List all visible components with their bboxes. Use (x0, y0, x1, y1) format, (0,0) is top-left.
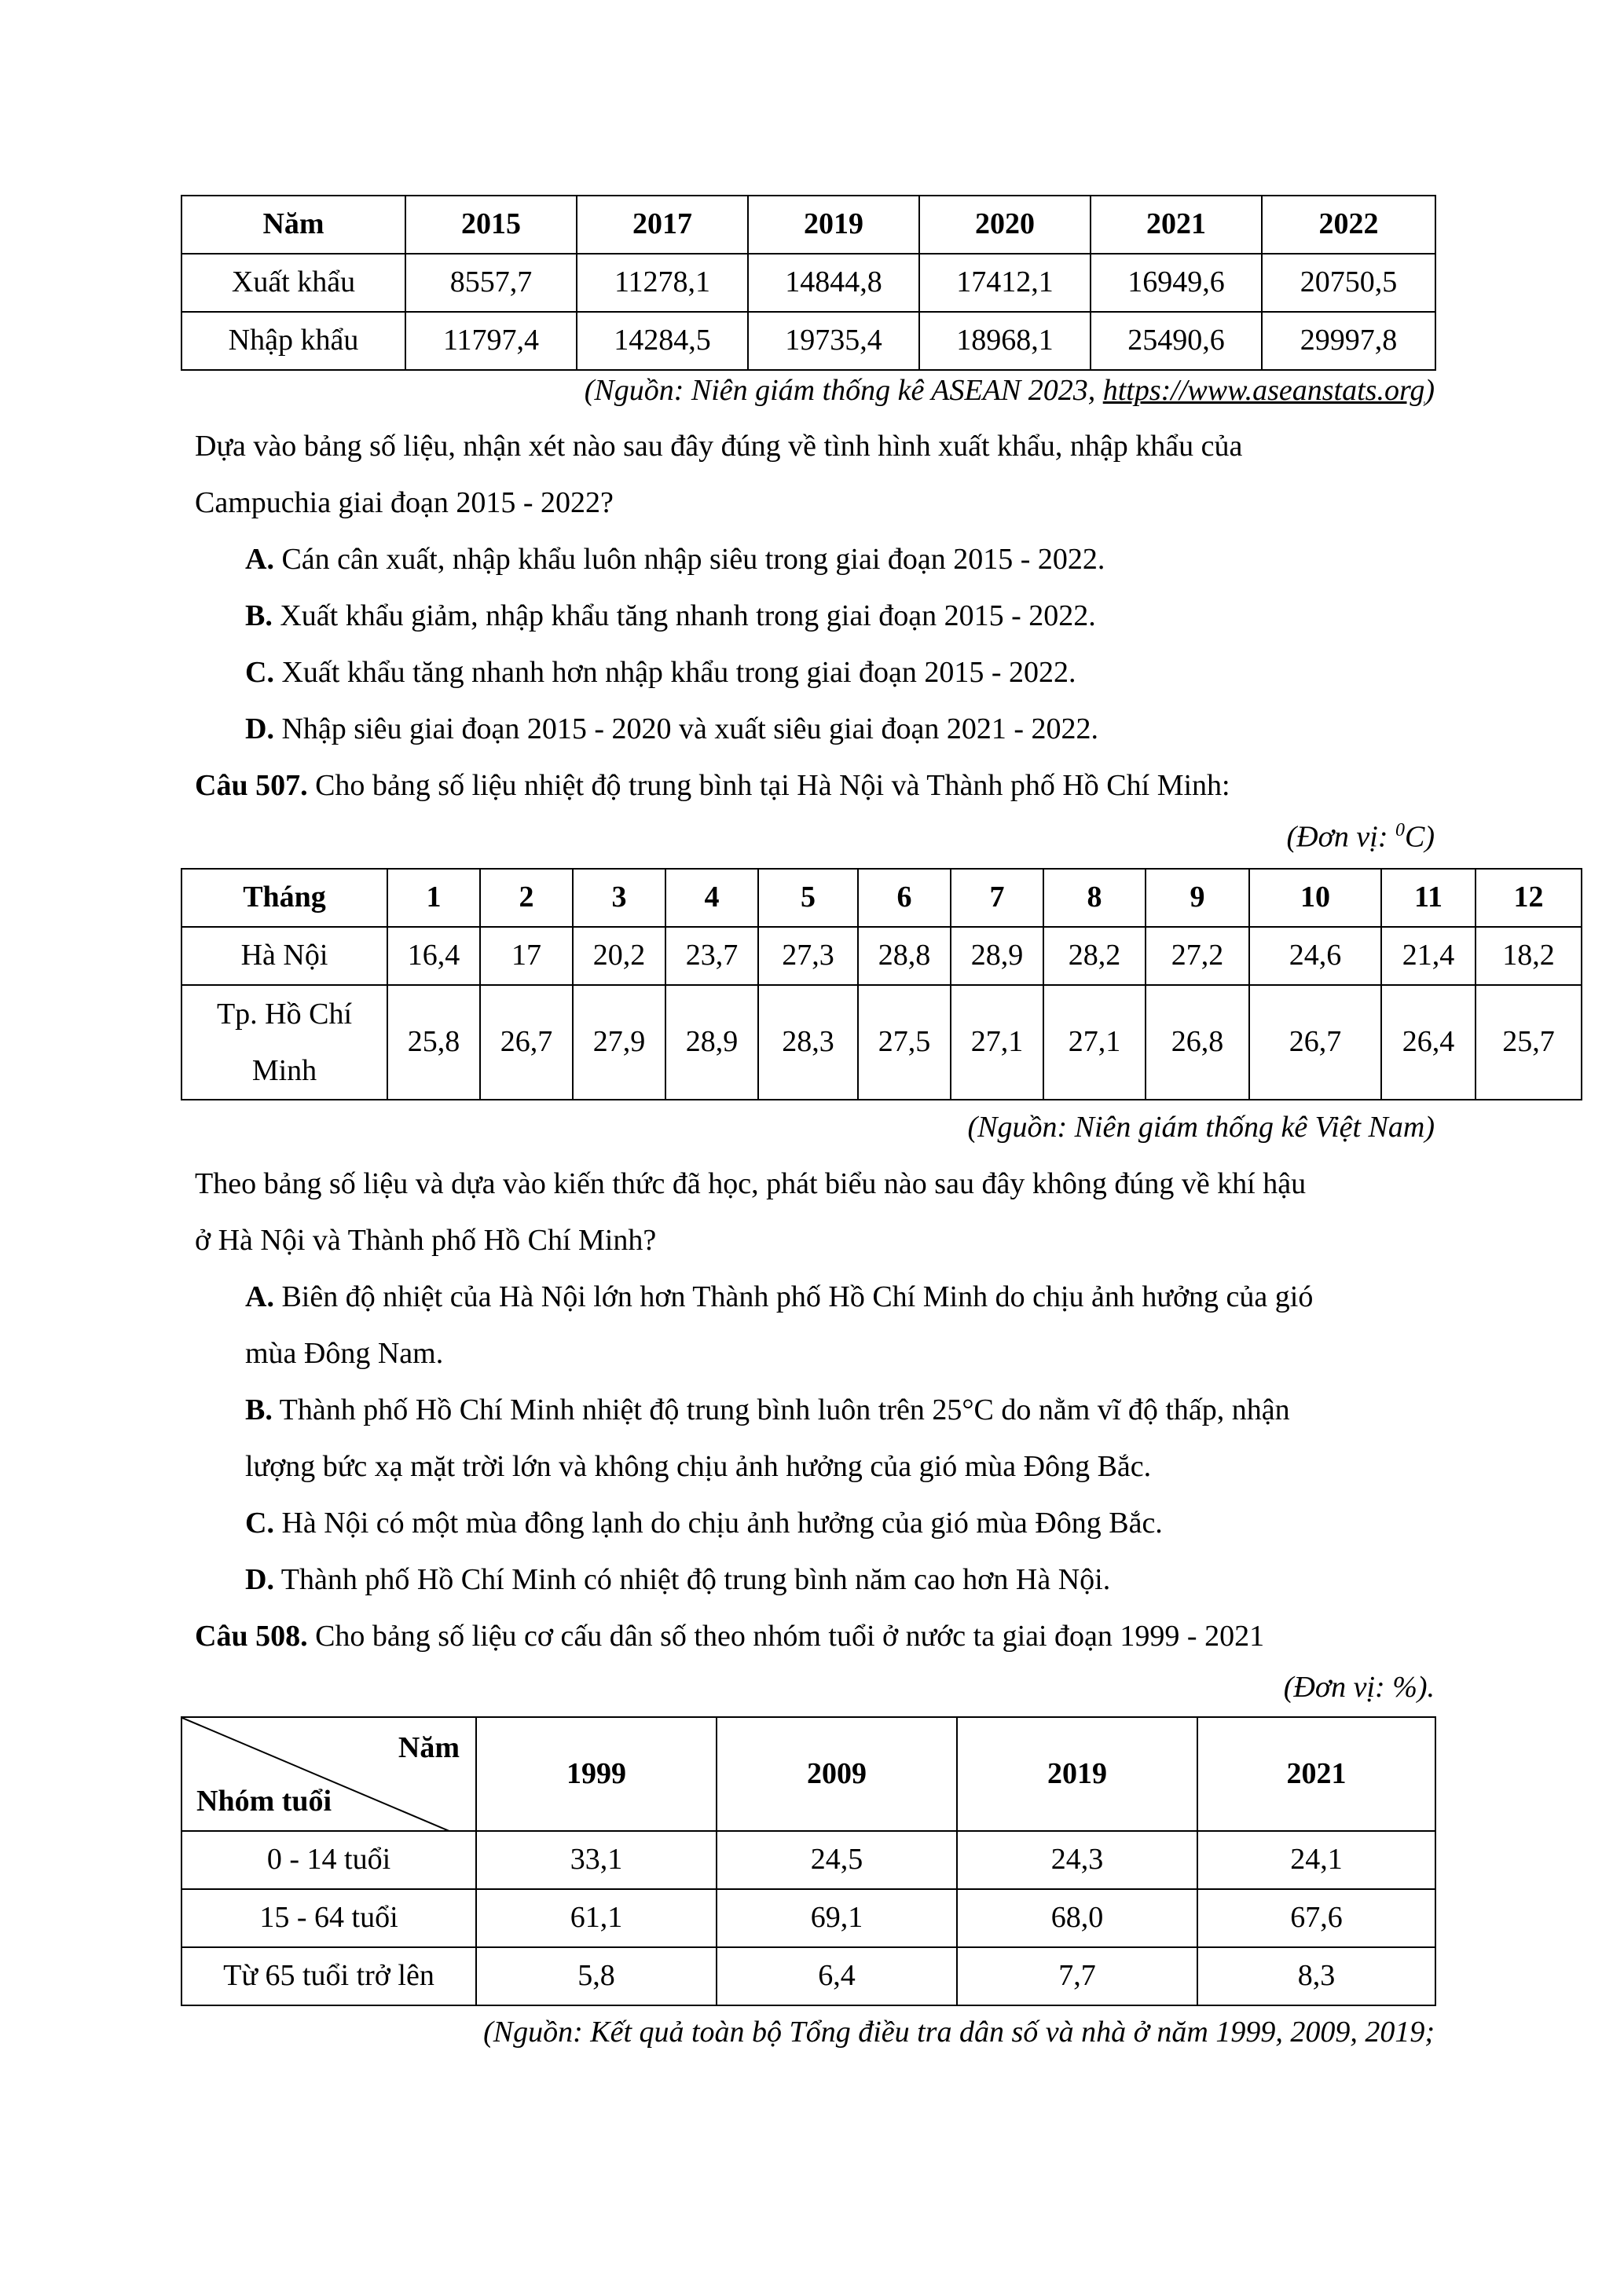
q506-option-c[interactable]: C. Xuất khẩu tăng nhanh hơn nhập khẩu trong giai đoạn 2015 - 2022. (245, 656, 1076, 689)
header-cell: 7 (951, 869, 1043, 927)
header-cell: 2019 (957, 1717, 1197, 1831)
row-label: Hà Nội (181, 927, 387, 985)
header-cell: 2015 (405, 196, 577, 254)
q507-unit: (Đơn vị: $^0$C) (1286, 820, 1435, 854)
table-cell: 68,0 (957, 1889, 1197, 1947)
q506-stem-line2: Campuchia giai đoạn 2015 - 2022? (195, 486, 614, 519)
corner-year-label: Năm (398, 1731, 460, 1764)
header-cell: 2009 (717, 1717, 957, 1831)
header-cell: 2022 (1262, 196, 1435, 254)
table-cell: 17 (480, 927, 573, 985)
table-row (181, 1831, 1435, 1889)
table-cell: 11797,4 (405, 312, 577, 370)
header-cell: 2 (480, 869, 573, 927)
table-cell: 11278,1 (577, 254, 748, 312)
header-cell: 3 (573, 869, 665, 927)
header-cell: 6 (858, 869, 951, 927)
header-cell: 11 (1381, 869, 1476, 927)
table-cell: 21,4 (1381, 927, 1476, 985)
header-cell: 12 (1476, 869, 1582, 927)
table-cell: 16,4 (387, 927, 480, 985)
population-table (181, 1716, 1436, 2006)
q507-option-b[interactable]: B. Thành phố Hồ Chí Minh nhiệt độ trung bình luôn trên 25°C do nằm vĩ độ thấp, nhận (245, 1393, 1290, 1426)
header-cell: 2017 (577, 196, 748, 254)
q507-stem-line2: ở Hà Nội và Thành phố Hồ Chí Minh? (195, 1224, 657, 1257)
table-cell: 25490,6 (1091, 312, 1262, 370)
table-cell: 24,3 (957, 1831, 1197, 1889)
table-cell: 19735,4 (748, 312, 919, 370)
q506-option-d[interactable]: D. Nhập siêu giai đoạn 2015 - 2020 và xuất siêu giai đoạn 2021 - 2022. (245, 712, 1098, 745)
table-cell: 17412,1 (919, 254, 1091, 312)
q507-source: (Nguồn: Niên giám thống kê Việt Nam) (967, 1111, 1435, 1144)
header-cell: 9 (1146, 869, 1249, 927)
table-row (181, 1947, 1435, 2005)
q506-option-b[interactable]: B. Xuất khẩu giảm, nhập khẩu tăng nhanh trong giai đoạn 2015 - 2022. (245, 599, 1096, 632)
table-cell: 27,3 (758, 927, 858, 985)
table-cell: 28,3 (758, 985, 858, 1100)
q507-stem-line1: Theo bảng số liệu và dựa vào kiến thức đã học, phát biểu nào sau đây không đúng về khí hậu (195, 1167, 1307, 1200)
header-cell: Tháng (181, 869, 387, 927)
table-cell: 28,9 (665, 985, 758, 1100)
q506-stem-line1: Dựa vào bảng số liệu, nhận xét nào sau đây đúng về tình hình xuất khẩu, nhập khẩu của (195, 430, 1243, 463)
header-cell: 5 (758, 869, 858, 927)
table-cell: 16949,6 (1091, 254, 1262, 312)
table-cell: 26,7 (480, 985, 573, 1100)
q508-stem: Câu 508. Cho bảng số liệu cơ cấu dân số theo nhóm tuổi ở nước ta giai đoạn 1999 - 2021 (195, 1620, 1265, 1653)
table-cell: 14284,5 (577, 312, 748, 370)
row-label: Tp. Hồ Chí Minh (181, 985, 387, 1100)
header-cell: 1 (387, 869, 480, 927)
table1-source: (Nguồn: Niên giám thống kê ASEAN 2023, https://www.aseanstats.org) (584, 374, 1435, 407)
header-cell: Năm (181, 196, 405, 254)
header-cell: 2021 (1197, 1717, 1435, 1831)
table-row (181, 1889, 1435, 1947)
table-header-row (181, 196, 1435, 254)
table-row (181, 254, 1435, 312)
table-cell: 20750,5 (1262, 254, 1435, 312)
table-header-row (181, 1717, 1435, 1831)
table-cell: 28,8 (858, 927, 951, 985)
table-cell: 18968,1 (919, 312, 1091, 370)
q506-option-a[interactable]: A. Cán cân xuất, nhập khẩu luôn nhập siêu trong giai đoạn 2015 - 2022. (245, 543, 1105, 576)
table-cell: 61,1 (476, 1889, 717, 1947)
table-cell: 69,1 (717, 1889, 957, 1947)
table-cell: 20,2 (573, 927, 665, 985)
question-label: Câu 508. (195, 1620, 308, 1653)
table-cell: 25,7 (1476, 985, 1582, 1100)
row-label: 0 - 14 tuổi (181, 1831, 476, 1889)
table-cell: 8557,7 (405, 254, 577, 312)
trade-table (181, 195, 1436, 371)
table-cell: 24,6 (1249, 927, 1381, 985)
table-cell: 26,7 (1249, 985, 1381, 1100)
table-cell: 27,2 (1146, 927, 1249, 985)
diagonal-header-cell (181, 1717, 476, 1831)
q507-option-b-cont: lượng bức xạ mặt trời lớn và không chịu ảnh hưởng của gió mùa Đông Bắc. (245, 1450, 1152, 1483)
table-cell: 25,8 (387, 985, 480, 1100)
header-cell: 2021 (1091, 196, 1262, 254)
q507-option-d[interactable]: D. Thành phố Hồ Chí Minh có nhiệt độ trung bình năm cao hơn Hà Nội. (245, 1563, 1111, 1596)
table-cell: 24,5 (717, 1831, 957, 1889)
table-cell: 29997,8 (1262, 312, 1435, 370)
q508-source: (Nguồn: Kết quả toàn bộ Tổng điều tra dân số và nhà ở năm 1999, 2009, 2019; (483, 2016, 1435, 2049)
header-cell: 10 (1249, 869, 1381, 927)
header-cell: 8 (1043, 869, 1146, 927)
q507-stem: Câu 507. Cho bảng số liệu nhiệt độ trung bình tại Hà Nội và Thành phố Hồ Chí Minh: (195, 769, 1230, 802)
table-cell: 28,2 (1043, 927, 1146, 985)
table-cell: 6,4 (717, 1947, 957, 2005)
table-cell: 27,5 (858, 985, 951, 1100)
table-cell: 7,7 (957, 1947, 1197, 2005)
table-cell: 27,1 (951, 985, 1043, 1100)
header-cell: 1999 (476, 1717, 717, 1831)
table-cell: 28,9 (951, 927, 1043, 985)
table-cell: 67,6 (1197, 1889, 1435, 1947)
table-cell: 23,7 (665, 927, 758, 985)
table-cell: 18,2 (1476, 927, 1582, 985)
table-cell: 26,8 (1146, 985, 1249, 1100)
table-row (181, 312, 1435, 370)
header-cell: 2020 (919, 196, 1091, 254)
table-cell: 8,3 (1197, 1947, 1435, 2005)
temperature-table (181, 868, 1582, 1100)
table-row (181, 985, 1582, 1100)
question-label: Câu 507. (195, 769, 308, 802)
table-cell: 26,4 (1381, 985, 1476, 1100)
row-label: Xuất khẩu (181, 254, 405, 312)
source-link[interactable]: https://www.aseanstats.org (1102, 374, 1425, 407)
corner-group-label: Nhóm tuổi (196, 1784, 332, 1818)
table-cell: 14844,8 (748, 254, 919, 312)
table-cell: 33,1 (476, 1831, 717, 1889)
q508-unit: (Đơn vị: %). (1283, 1671, 1435, 1704)
q507-option-c[interactable]: C. Hà Nội có một mùa đông lạnh do chịu ảnh hưởng của gió mùa Đông Bắc. (245, 1507, 1163, 1540)
row-label: Từ 65 tuổi trở lên (181, 1947, 476, 2005)
q507-option-a-cont: mùa Đông Nam. (245, 1337, 444, 1370)
q507-option-a[interactable]: A. Biên độ nhiệt của Hà Nội lớn hơn Thành phố Hồ Chí Minh do chịu ảnh hưởng của gió (245, 1280, 1314, 1313)
row-label: 15 - 64 tuổi (181, 1889, 476, 1947)
table-cell: 27,9 (573, 985, 665, 1100)
table-cell: 5,8 (476, 1947, 717, 2005)
table-row (181, 927, 1582, 985)
table-cell: 27,1 (1043, 985, 1146, 1100)
row-label: Nhập khẩu (181, 312, 405, 370)
table-header-row (181, 869, 1582, 927)
table-cell: 24,1 (1197, 1831, 1435, 1889)
header-cell: 2019 (748, 196, 919, 254)
header-cell: 4 (665, 869, 758, 927)
